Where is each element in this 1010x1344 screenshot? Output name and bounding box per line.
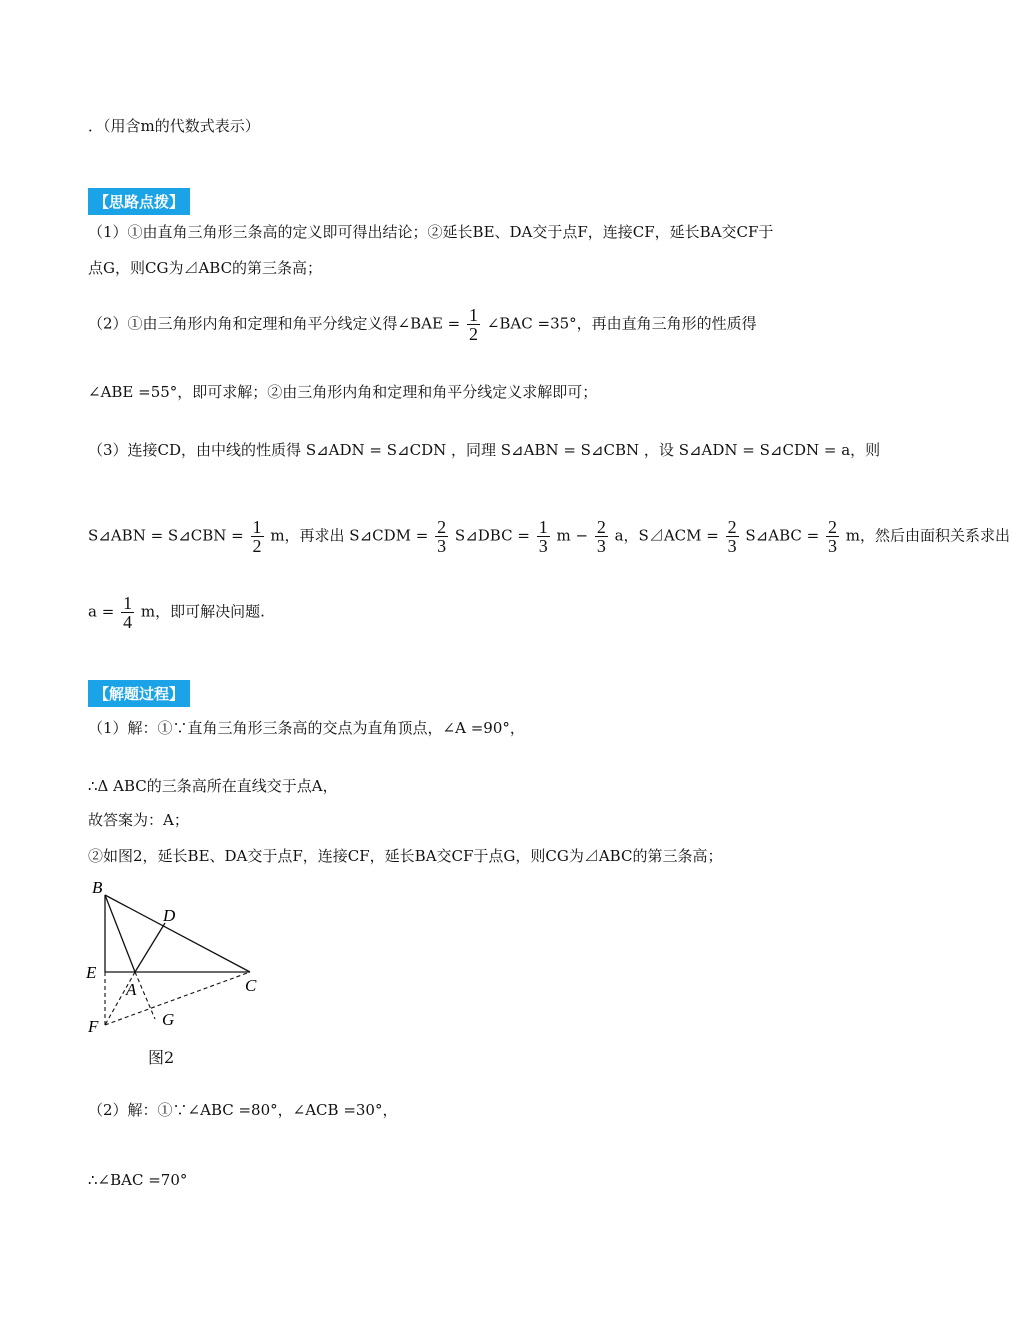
hint-p3-c — [88, 594, 265, 631]
fraction-quarter — [121, 594, 134, 631]
solution-s1-b: ∴Δ ABC的三条高所在直线交于点A， — [88, 777, 338, 795]
frac-den: 3 — [596, 536, 606, 556]
frac-den: 2 — [252, 536, 262, 556]
geometry-figure — [80, 875, 280, 1075]
label-f: F — [88, 1017, 99, 1036]
frac-den: 3 — [538, 536, 548, 556]
hint-p3-b-3: S⊿DBC = — [454, 526, 530, 545]
frac-num: 2 — [596, 517, 606, 537]
hint-p3-b-7: m，然后由面积关系求出 — [845, 526, 1010, 545]
label-d: D — [163, 906, 176, 925]
hint-p2-a — [88, 306, 757, 343]
fraction-two-thirds — [595, 518, 608, 555]
hint-p1-a: （1）①由直角三角形三条高的定义即可得出结论；②延长BE、DA交于点F，连接CF，延长BA交CF于 — [88, 223, 774, 241]
fraction-two-thirds — [435, 518, 448, 555]
frac-num: 2 — [827, 517, 837, 537]
solution-s2-b: ∴∠BAC =70° — [88, 1171, 188, 1189]
frac-den: 3 — [827, 536, 837, 556]
hint-p3-a: （3）连接CD，由中线的性质得 S⊿ADN = S⊿CDN ，同理 S⊿ABN = S⊿CBN ，设 S⊿ADN = S⊿CDN = a，则 — [88, 441, 881, 459]
label-g: G — [162, 1010, 175, 1029]
top-line: ．（用含m的代数式表示） — [88, 117, 260, 135]
frac-num: 1 — [123, 593, 133, 613]
fraction-two-thirds — [726, 518, 739, 555]
segment-ba — [105, 895, 135, 972]
hint-p2-a-pre: （2）①由三角形内角和定理和角平分线定义得∠BAE = — [88, 314, 461, 333]
hint-p3-b-2: m，再求出 S⊿CDM = — [270, 526, 429, 545]
hint-p2-b: ∠ABE =55°，即可求解；②由三角形内角和定理和角平分线定义求解即可； — [88, 383, 598, 401]
hint-p3-c-2: m，即可解决问题. — [140, 602, 265, 621]
frac-num: 1 — [538, 517, 548, 537]
figure-caption: 图2 — [148, 1048, 175, 1067]
frac-den: 3 — [727, 536, 737, 556]
hint-p3-b-5: a，S⊿ACM = — [614, 526, 719, 545]
frac-den: 4 — [123, 612, 133, 632]
frac-num: 2 — [727, 517, 737, 537]
hint-p1-b: 点G，则CG为⊿ABC的第三条高； — [88, 259, 323, 277]
frac-den: 2 — [469, 324, 479, 344]
solution-s2-a: （2）解：①∵∠ABC =80°，∠ACB =30°， — [88, 1101, 398, 1119]
frac-num: 1 — [252, 517, 262, 537]
segment-ag-dashed — [135, 972, 155, 1019]
fraction-one-third — [537, 518, 550, 555]
label-a: A — [126, 980, 137, 999]
frac-den: 3 — [437, 536, 447, 556]
frac-num: 1 — [469, 305, 479, 325]
fraction-two-thirds — [826, 518, 839, 555]
hint-tag: 【思路点拨】 — [88, 188, 190, 215]
fraction-half — [467, 306, 480, 343]
frac-num: 2 — [437, 517, 447, 537]
hint-p3-b — [88, 518, 1010, 555]
label-c: C — [245, 976, 257, 995]
hint-p3-b-4: m − — [556, 526, 589, 545]
solution-tag: 【解题过程】 — [88, 680, 190, 707]
solution-s1-d: ②如图2，延长BE、DA交于点F，连接CF，延长BA交CF于点G，则CG为⊿ABC的第三条高； — [88, 847, 723, 865]
label-b: B — [92, 878, 103, 897]
solution-s1-c: 故答案为：A； — [88, 811, 189, 829]
segment-bc — [105, 895, 250, 972]
hint-p3-b-1: S⊿ABN = S⊿CBN = — [88, 526, 244, 545]
label-e: E — [86, 963, 97, 982]
segment-ad — [135, 923, 165, 972]
fraction-half — [251, 518, 264, 555]
hint-p3-c-1: a = — [88, 602, 115, 621]
solution-s1-a: （1）解：①∵直角三角形三条高的交点为直角顶点，∠A =90°， — [88, 719, 525, 737]
hint-p3-b-6: S⊿ABC = — [745, 526, 820, 545]
hint-p2-a-post: ∠BAC =35°，再由直角三角形的性质得 — [486, 314, 757, 333]
